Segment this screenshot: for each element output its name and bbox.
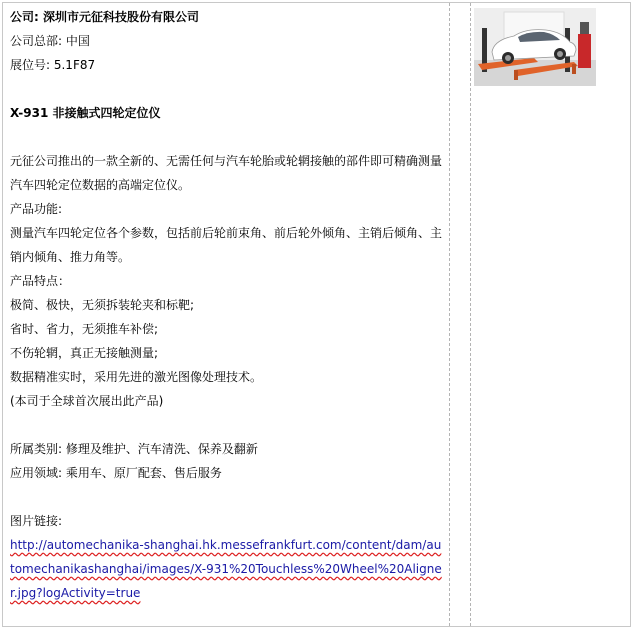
product-intro: 元征公司推出的一款全新的、无需任何与汽车轮胎或轮辋接触的部件即可精确测量汽车四轮定位数据的高端定位仪。 [10, 154, 443, 192]
spacer [10, 77, 442, 101]
company-name: 公司: 深圳市元征科技股份有限公司 [10, 10, 199, 24]
car-lift-illustration [474, 8, 596, 86]
column-divider [470, 3, 471, 626]
application-field: 应用领域: 乘用车、原厂配套、售后服务 [10, 466, 222, 480]
spacer [10, 413, 442, 437]
exhibitor-info [10, 5, 442, 605]
column-divider [449, 3, 450, 626]
booth-number: 展位号: 5.1F87 [10, 58, 96, 72]
feature-item: 极简、极快，无须拆装轮夹和标靶; [10, 298, 195, 312]
features-heading: 产品特点： [10, 274, 71, 288]
spacer [10, 485, 442, 509]
functions-heading: 产品功能: [10, 202, 63, 216]
spacer [10, 125, 442, 149]
tool-cabinet-icon [578, 34, 591, 68]
car-on-lift-photo [474, 8, 596, 86]
functions-text: 测量汽车四轮定位各个参数，包括前后轮前束角、前后轮外倾角、主销后倾角、主销内倾角、推力角等。 [10, 226, 443, 264]
feature-item: 不伤轮辋，真正无接触测量; [10, 346, 159, 360]
image-link[interactable]: http://automechanika-shanghai.hk.messefrankfurt.com/content/dam/automechanikashanghai/images/X-931%20Touchless%20Wheel%20Aligner.jpg?logActivity=true [10, 538, 442, 600]
company-headquarters: 公司总部: 中国 [10, 34, 90, 48]
image-link-heading: 图片链接: [10, 514, 63, 528]
feature-item: 省时、省力，无须推车补偿; [10, 322, 159, 336]
premiere-note: (本司于全球首次展出此产品) [10, 394, 164, 408]
product-category: 所属类别: 修理及维护、汽车清洗、保养及翻新 [10, 442, 258, 456]
product-title: X-931 非接触式四轮定位仪 [10, 106, 161, 120]
feature-item: 数据精准实时，采用先进的激光图像处理技术。 [10, 370, 263, 384]
